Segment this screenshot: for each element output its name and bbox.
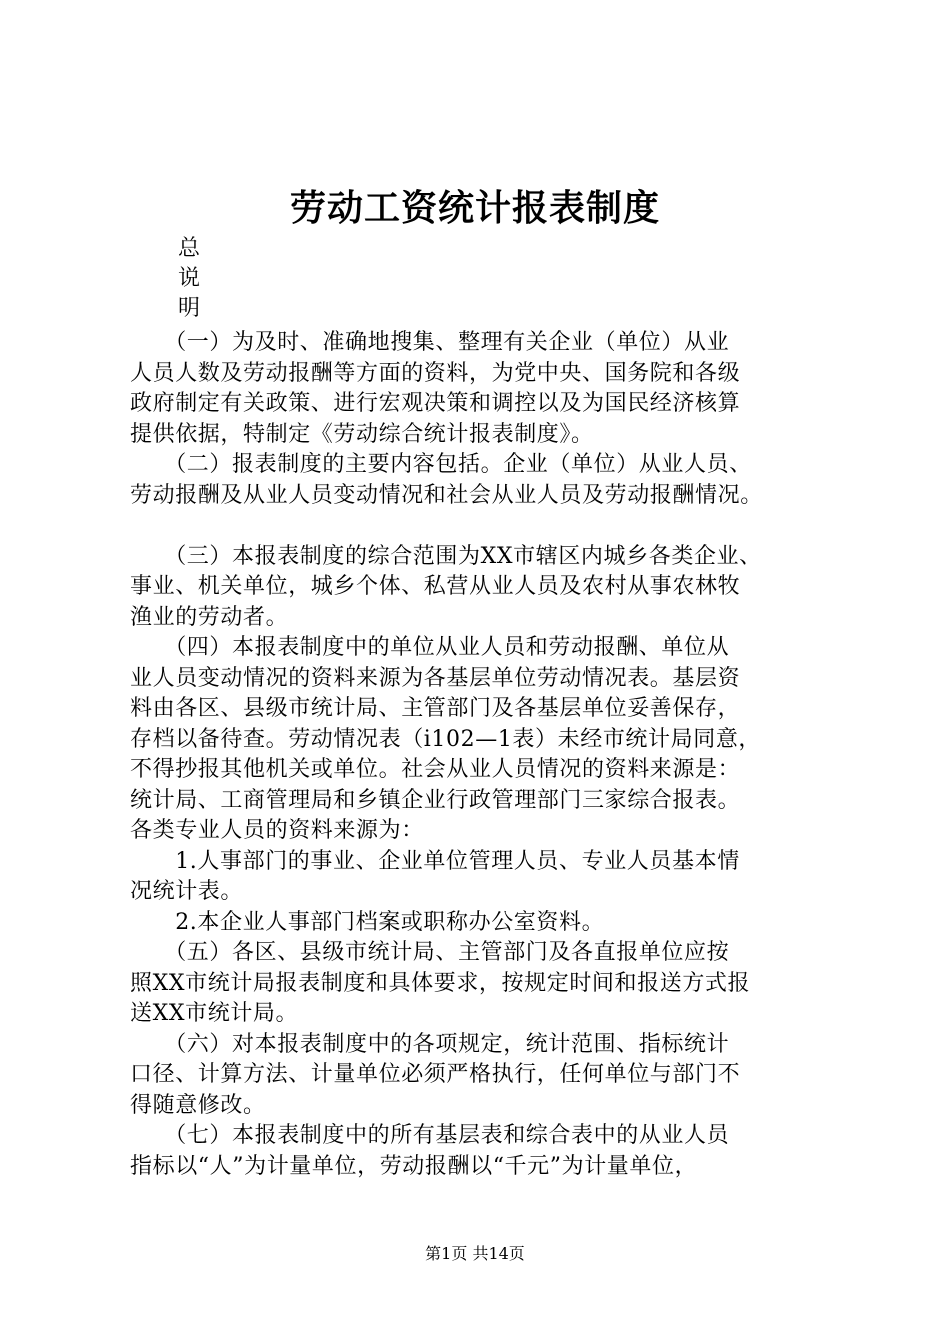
section-heading-char: 总 [178,236,201,261]
body-line: 口径、计算方法、计量单位必须严格执行，任何单位与部门不 [130,1062,741,1087]
body-line: 送XX市统计局。 [130,1001,299,1026]
body-line: 况统计表。 [130,879,244,904]
body-line: 渔业的劳动者。 [130,604,289,630]
body-line: 照XX市统计局报表制度和具体要求，按规定时间和报送方式报 [130,970,751,996]
body-line: 人员人数及劳动报酬等方面的资料，为党中央、国务院和各级 [130,360,741,386]
body-line: 2.本企业人事部门档案或职称办公室资料。 [130,909,605,935]
section-heading-char: 明 [178,296,201,321]
body-line: 指标以“人”为计量单位，劳动报酬以“千元”为计量单位， [130,1153,698,1179]
body-line: 业人员变动情况的资料来源为各基层单位劳动情况表。基层资 [130,665,741,691]
body-line: 各类专业人员的资料来源为： [130,818,424,843]
body-line: （七）本报表制度中的所有基层表和综合表中的从业人员 [130,1123,730,1148]
section-heading-char: 说 [178,266,201,291]
document-body [130,328,850,1182]
document-title: 劳动工资统计报表制度 [289,187,660,229]
page-footer: 第1页 共14页 [425,1244,525,1263]
body-line: 政府制定有关政策、进行宏观决策和调控以及为国民经济核算 [130,391,741,416]
body-line: （三）本报表制度的综合范围为XX市辖区内城乡各类企业、 [130,543,762,569]
body-line: 统计局、工商管理局和乡镇企业行政管理部门三家综合报表。 [130,787,741,813]
section-heading [178,234,208,324]
body-line: （五）各区、县级市统计局、主管部门及各直报单位应按 [130,940,730,965]
blank-line [130,511,850,542]
body-line: 得随意修改。 [130,1092,266,1118]
body-line: 料由各区、县级市统计局、主管部门及各基层单位妥善保存， [130,696,741,721]
body-line: 不得抄报其他机关或单位。社会从业人员情况的资料来源是： [130,757,741,782]
body-line: （二）报表制度的主要内容包括。企业（单位）从业人员、 [130,452,752,477]
body-line: （六）对本报表制度中的各项规定，统计范围、指标统计 [130,1031,730,1057]
body-line: （四）本报表制度中的单位从业人员和劳动报酬、单位从 [130,635,730,660]
body-line: 劳动报酬及从业人员变动情况和社会从业人员及劳动报酬情况。 [130,482,763,508]
body-line: 事业、机关单位，城乡个体、私营从业人员及农村从事农林牧 [130,574,741,599]
body-line: 存档以备待查。劳动情况表（i102—1表）未经市统计局同意， [130,726,762,752]
body-line: 1.人事部门的事业、企业单位管理人员、专业人员基本情 [130,848,740,874]
body-line: （一）为及时、准确地搜集、整理有关企业（单位）从业 [130,330,730,355]
body-line: 提供依据，特制定《劳动综合统计报表制度》。 [130,421,594,447]
